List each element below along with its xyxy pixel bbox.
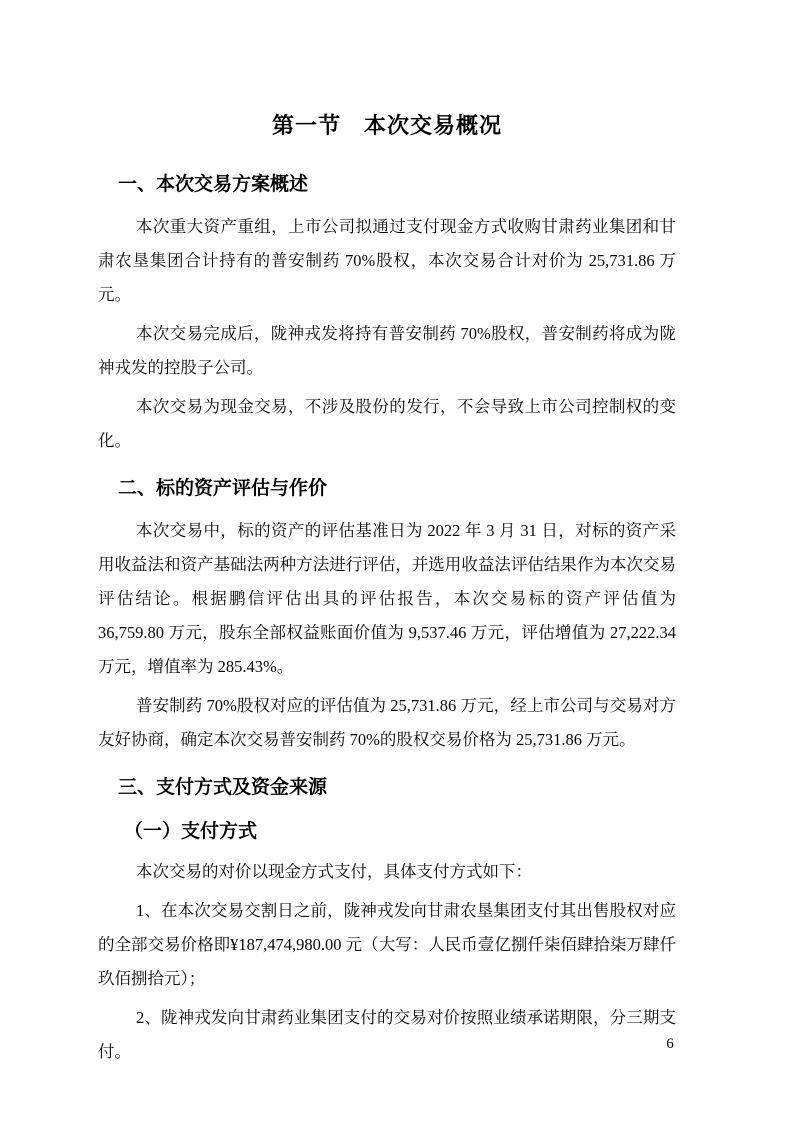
document-content (98, 0, 676, 1074)
paragraph: 本次交易的对价以现金方式支付，具体支付方式如下： (136, 862, 532, 881)
section-heading-3: 三、支付方式及资金来源 (118, 777, 328, 798)
paragraph: 1、在本次交易交割日之前，陇神戎发向甘肃农垦集团支付其出售股权对应的全部交易价格即¥187,474,980.00 元（大写：人民币壹亿捌仟柒佰肆拾柒万肆仟玖佰捌拾元）； (98, 901, 676, 988)
paragraph: 普安制药 70%股权对应的评估值为 25,731.86 万元，经上市公司与交易对方友好协商，确定本次交易普安制药 70%的股权交易价格为 25,731.86 万元。 (98, 696, 676, 749)
page-title: 第一节 本次交易概况 (271, 113, 502, 138)
paragraph: 本次重大资产重组，上市公司拟通过支付现金方式收购甘肃药业集团和甘肃农垦集团合计持有的普安制药 70%股权，本次交易合计对价为 25,731.86 万元。 (98, 217, 676, 304)
paragraph: 本次交易中，标的资产的评估基准日为 2022 年 3 月 31 日，对标的资产采用收益法和资产基础法两种方法进行评估，并选用收益法评估结果作为本次交易评估结论。根据鹏信评估出具的评估报告，本次交易标的资产评估值为 36,759.80 万元，股东全部权益账面价值为 9,537.46 万元，评估增值为 27,222.34 万元，增值率为 285.43%。 (98, 521, 676, 676)
paragraph: 本次交易完成后，陇神戎发将持有普安制药 70%股权，普安制药将成为陇神戎发的控股子公司。 (98, 324, 676, 377)
page-number: 6 (666, 1036, 674, 1052)
subsection-heading-3-1: （一）支付方式 (124, 821, 258, 842)
paragraph: 2、陇神戎发向甘肃药业集团支付的交易对价按照业绩承诺期限，分三期支付。 (98, 1008, 676, 1061)
paragraph: 本次交易为现金交易，不涉及股份的发行，不会导致上市公司控制权的变化。 (98, 397, 676, 450)
section-heading-2: 二、标的资产评估与作价 (118, 478, 328, 499)
section-heading-1: 一、本次交易方案概述 (118, 174, 309, 195)
